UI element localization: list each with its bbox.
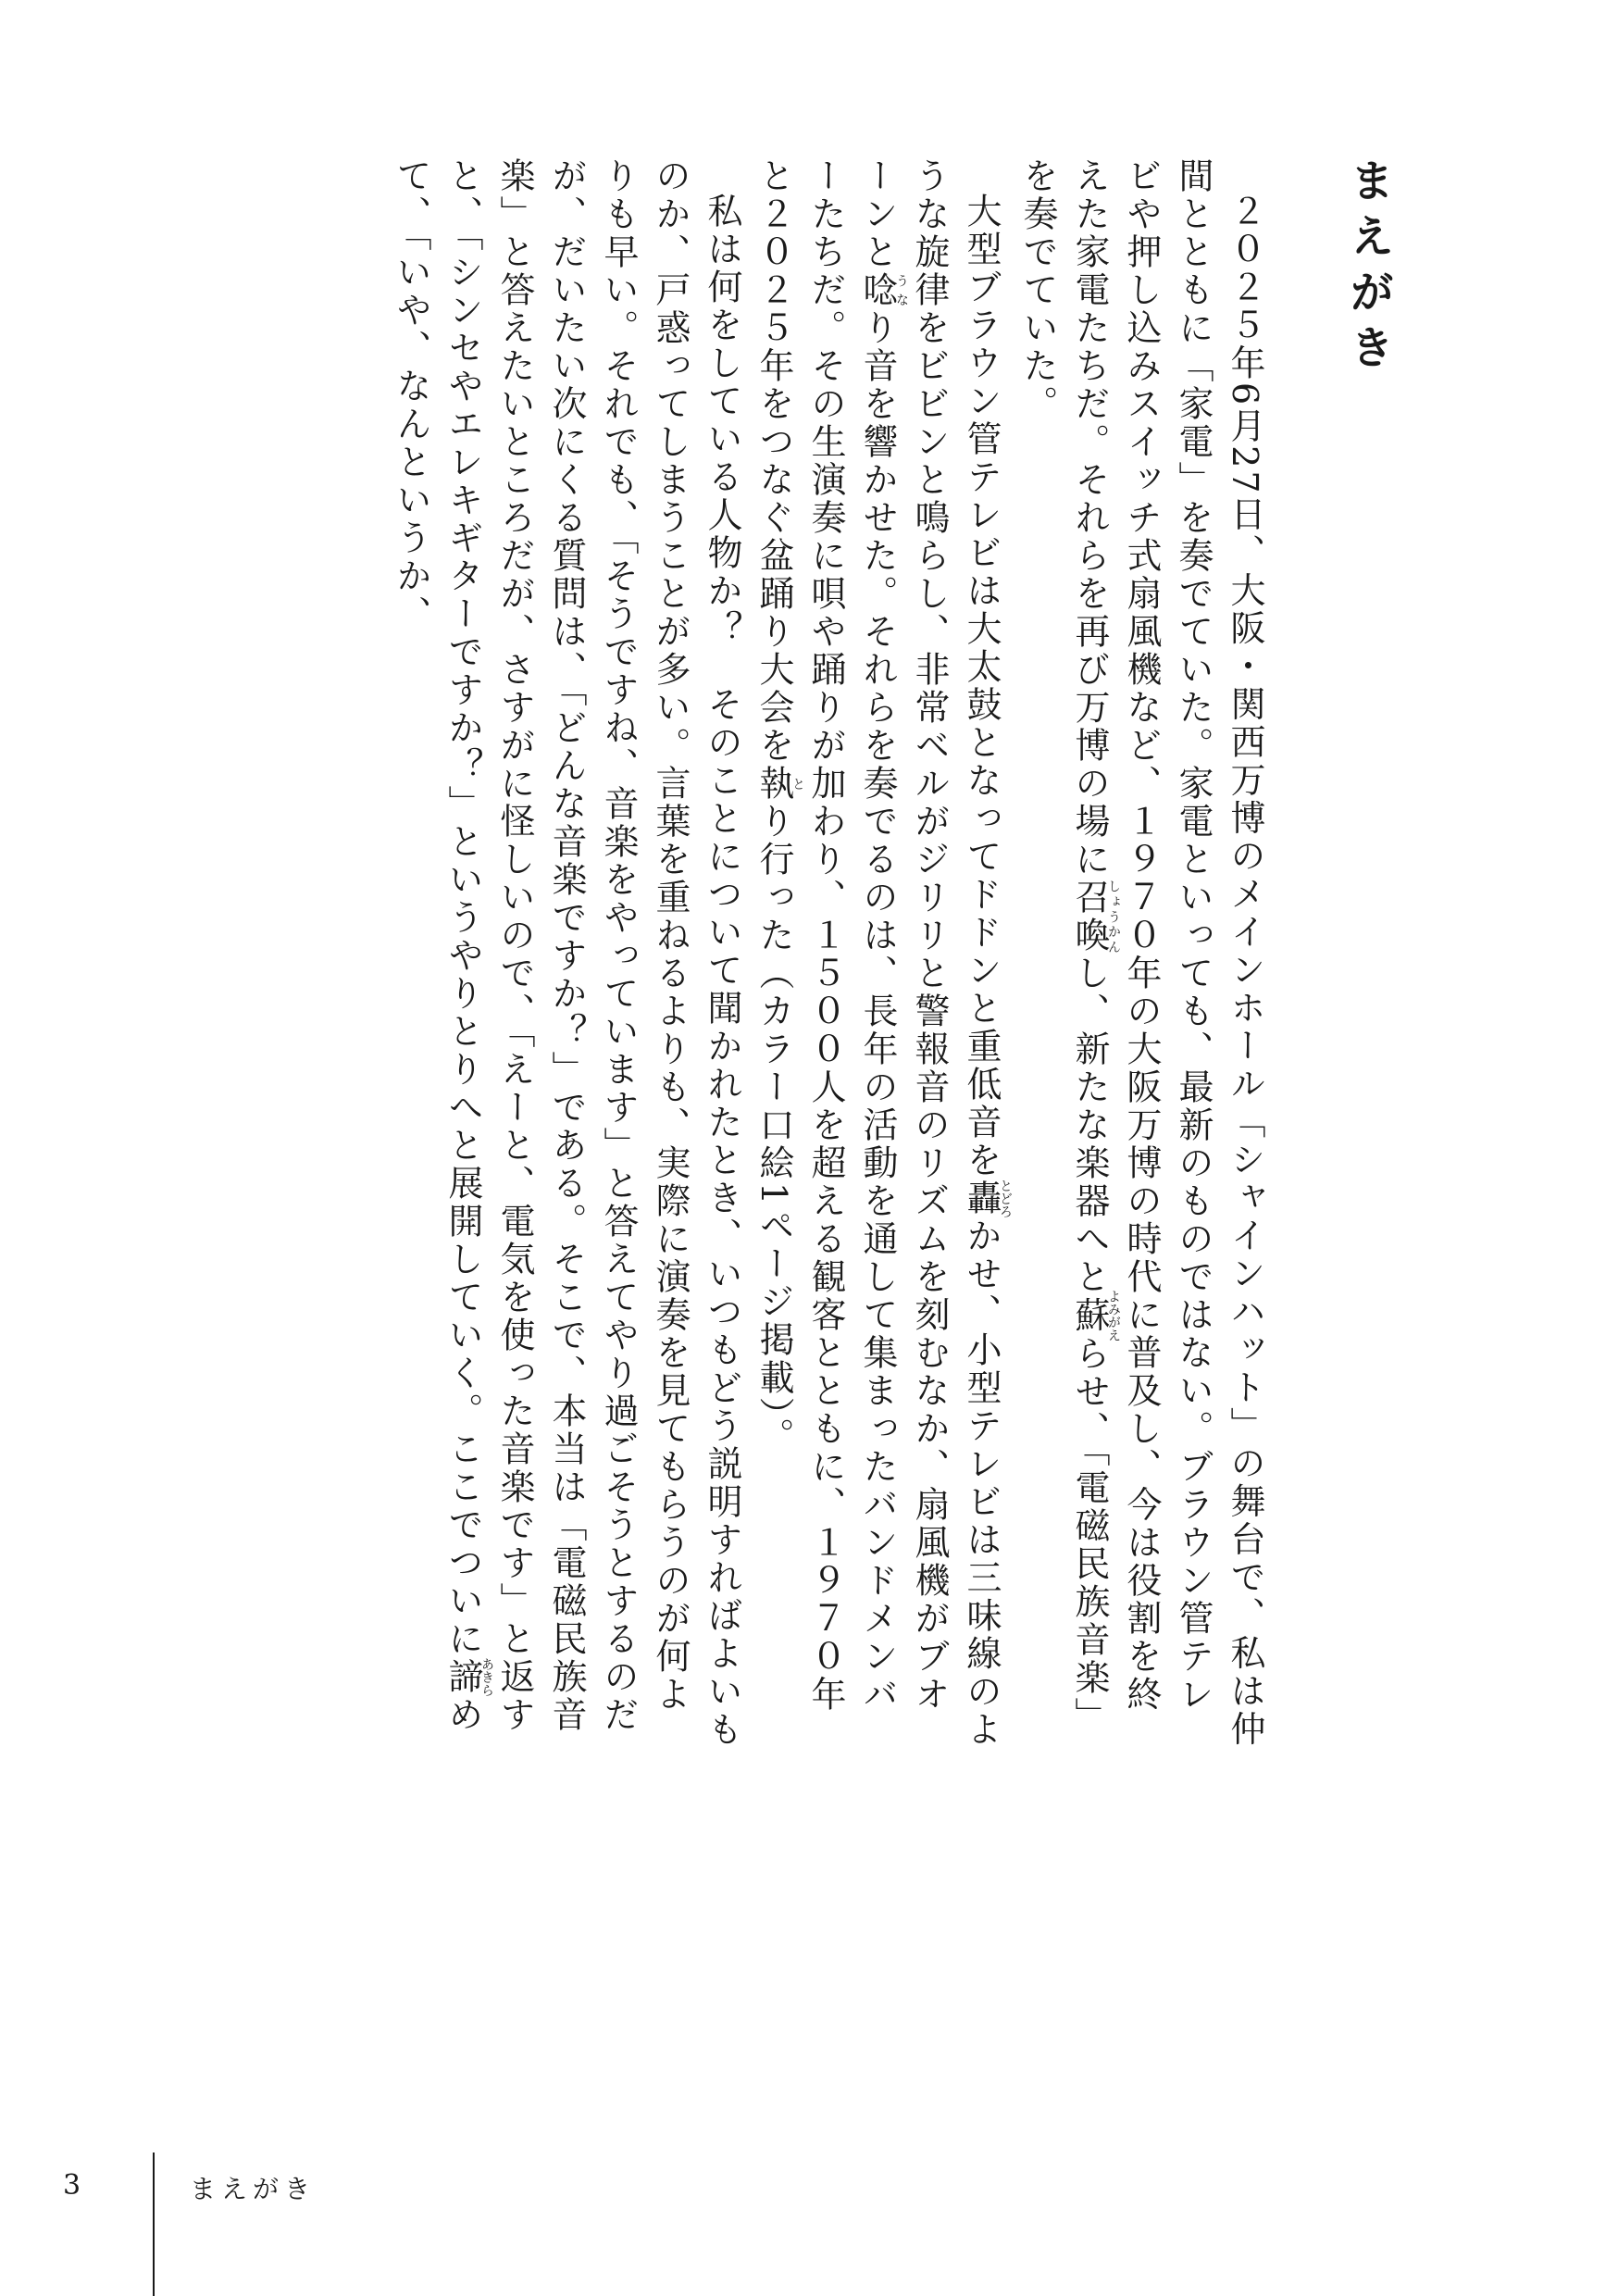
paragraph — [385, 157, 748, 1750]
text-run: り行った（カラー口絵1ページ掲載）。 — [753, 803, 794, 1456]
page-number: 3 — [63, 2169, 81, 2202]
chapter-title: まえがき — [1342, 157, 1394, 380]
text-run: り音を響かせた。それらを奏でるのは、長年の活動を通して集まったバンドメンバーたちだ。その生演奏に唄や踊りが加わり、１５００人を超える観客とともに、１９７０年と２０２５年をつなぐ盆踊り大会を — [753, 157, 898, 1714]
text-run: らせ、「電磁民族音楽」を奏でていた。 — [1017, 157, 1110, 1735]
body-text — [165, 157, 1396, 1750]
ruby-reading: うな — [894, 271, 909, 309]
footer-divider — [153, 2152, 155, 2296]
text-run: 私は何をしている人物か？ そのことについて聞かれたとき、いつもどう説明すればよいものか、戸惑ってしまうことが多い。言葉を重ねるよりも、実際に演奏を見てもらうのが何よりも早い。それでも、「そうですね、音楽をやっています」と答えてやり過ごそうとするのだが、だいたい次にくる質問は、「どんな音楽ですか？」である。そこで、本当は「電磁民族音楽」と答えたいところだが、さすがに怪しいので、「えーと、電気を使った音楽です」と返すと、「シンセやエレキギターですか？」というやりとりへと展開していく。ここでついに — [442, 157, 742, 1749]
ruby-word — [961, 1179, 1013, 1218]
ruby-reading: と — [790, 765, 805, 803]
ruby-reading: よみがえ — [1106, 1290, 1121, 1341]
ruby-base: 轟 — [961, 1179, 1002, 1218]
ruby-reading: あきら — [479, 1657, 494, 1697]
ruby-base: 唸 — [857, 271, 898, 309]
ruby-reading: しょうかん — [1106, 879, 1121, 955]
paragraph — [1012, 157, 1271, 1750]
ruby-word — [1069, 1290, 1121, 1341]
ruby-word — [1069, 879, 1121, 955]
ruby-base: 召喚 — [1069, 879, 1110, 955]
running-head: まえがき — [190, 2174, 317, 2204]
ruby-base: 蘇 — [1069, 1290, 1110, 1341]
text-run: ２０２５年6月27日、大阪・関西万博のメインホール「シャインハット」の舞台で、私は仲間とともに「家電」を奏でていた。家電といっても、最新のものではない。ブラウン管テレビや押し込みスイッチ式扇風機など、１９７０年の大阪万博の時代に普及し、今は役割を終えた家電たちだ。それらを再び万博の場に — [1069, 157, 1265, 1749]
ruby-base: 諦 — [442, 1657, 483, 1697]
ruby-base: 執 — [753, 765, 794, 803]
paragraph — [748, 157, 1012, 1750]
ruby-reading: とどろ — [998, 1179, 1013, 1218]
ruby-word — [753, 765, 805, 803]
ruby-word — [857, 271, 909, 309]
text-run: し、新たな楽器へと — [1069, 955, 1110, 1296]
text-run: かせ、小型テレビは三味線のような旋律をビビンと鳴らし、非常ベルがジリリと警報音のリズムを刻むなか、扇風機がブオーンと — [857, 157, 1002, 1749]
text-run: 大型ブラウン管テレビは大太鼓となってドドンと重低音を — [961, 193, 1002, 1179]
ruby-word — [442, 1657, 494, 1697]
text-run: めて、「いや、なんというか、 — [391, 157, 483, 1734]
page-footer — [0, 2152, 1618, 2296]
